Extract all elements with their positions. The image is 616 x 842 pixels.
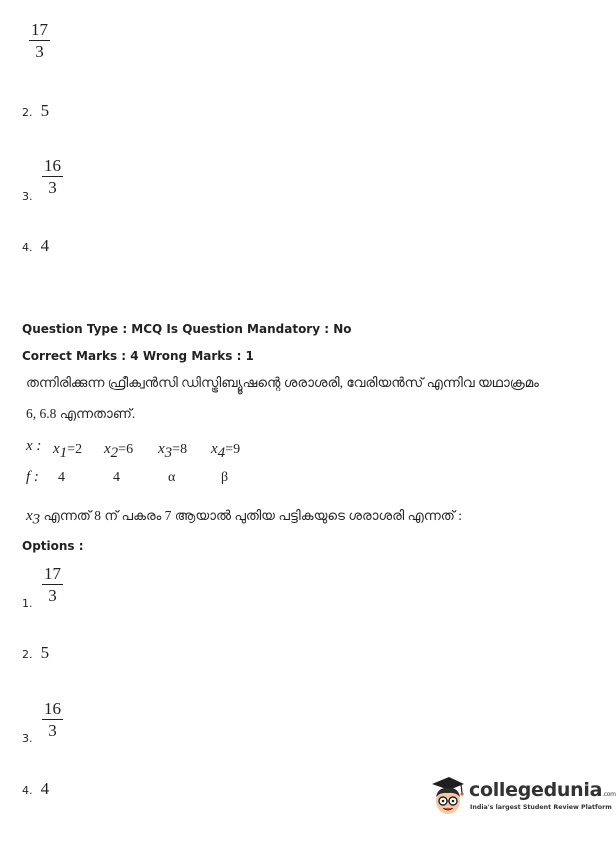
option-number: 4. — [22, 784, 33, 797]
top-option-1-fraction — [29, 21, 50, 61]
top-option-3-number: 3. — [22, 190, 33, 203]
fraction-bar — [42, 176, 63, 177]
fraction-numerator: 17 — [44, 564, 61, 583]
question-condition-line: $x_3$ എന്നത് 8 ന് പകരം 7 ആയാൽ പുതിയ പട്ടികയുടെ ശരാശരി എന്നത് : — [26, 508, 463, 528]
option-2[interactable] — [22, 643, 49, 663]
collegedunia-logo — [428, 773, 616, 823]
f-value-4: β — [221, 470, 229, 485]
fraction-denominator: 3 — [48, 178, 57, 197]
fraction-denominator: 3 — [35, 42, 44, 61]
top-option-4 — [22, 236, 49, 256]
option-1-fraction[interactable] — [42, 565, 63, 605]
fraction-numerator: 17 — [31, 20, 48, 39]
fraction-bar — [42, 584, 63, 585]
x-value-1: $x_1=2$ — [53, 441, 83, 462]
x-value-4: $x_4=9$ — [211, 441, 241, 462]
logo-name: collegedunia — [469, 779, 603, 801]
frequency-table — [26, 438, 286, 488]
fraction-bar — [42, 719, 63, 720]
fraction-denominator: 3 — [48, 586, 57, 605]
logo-tagline: India's largest Student Review Platform — [470, 804, 612, 811]
fraction-bar — [29, 40, 50, 41]
option-3-number: 3. — [22, 732, 33, 745]
f-row-label: f : — [26, 469, 39, 485]
logo-tld: .com — [602, 791, 616, 798]
x-value-3: $x_3=8$ — [158, 441, 188, 462]
option-number: 2. — [22, 648, 33, 661]
options-label: Options : — [22, 539, 84, 553]
fraction-numerator: 16 — [44, 156, 61, 175]
option-number: 2. — [22, 106, 33, 119]
question-type-line: Question Type : MCQ Is Question Mandatory : No — [22, 322, 352, 336]
option-1-number: 1. — [22, 597, 33, 610]
option-value: 5 — [40, 101, 50, 120]
f-value-3: α — [168, 470, 176, 485]
f-value-1: 4 — [58, 470, 65, 485]
option-number: 4. — [22, 241, 33, 254]
option-value: 4 — [40, 779, 50, 798]
option-4[interactable] — [22, 779, 49, 799]
question-text-line-2: 6, 6.8 എന്നതാണ്. — [26, 406, 136, 421]
mascot-icon — [428, 775, 466, 819]
fraction-denominator: 3 — [48, 721, 57, 740]
top-option-2 — [22, 101, 49, 121]
option-3-fraction[interactable] — [42, 700, 63, 740]
x-value-2: $x_2=6$ — [104, 441, 134, 462]
fraction-numerator: 16 — [44, 699, 61, 718]
x-row-label: x : — [26, 438, 42, 454]
option-value: 5 — [40, 643, 50, 662]
f-value-2: 4 — [113, 470, 120, 485]
question-text-line-1: തന്നിരിക്കുന്ന ഫ്രീക്വൻസി ഡിസ്ട്രിബ്യൂഷന്റെ ശരാശരി, വേരിയൻസ് എന്നിവ യഥാക്രമം — [26, 375, 539, 390]
option-value: 4 — [40, 236, 50, 255]
marks-line: Correct Marks : 4 Wrong Marks : 1 — [22, 349, 254, 363]
top-option-3-fraction — [42, 157, 63, 197]
